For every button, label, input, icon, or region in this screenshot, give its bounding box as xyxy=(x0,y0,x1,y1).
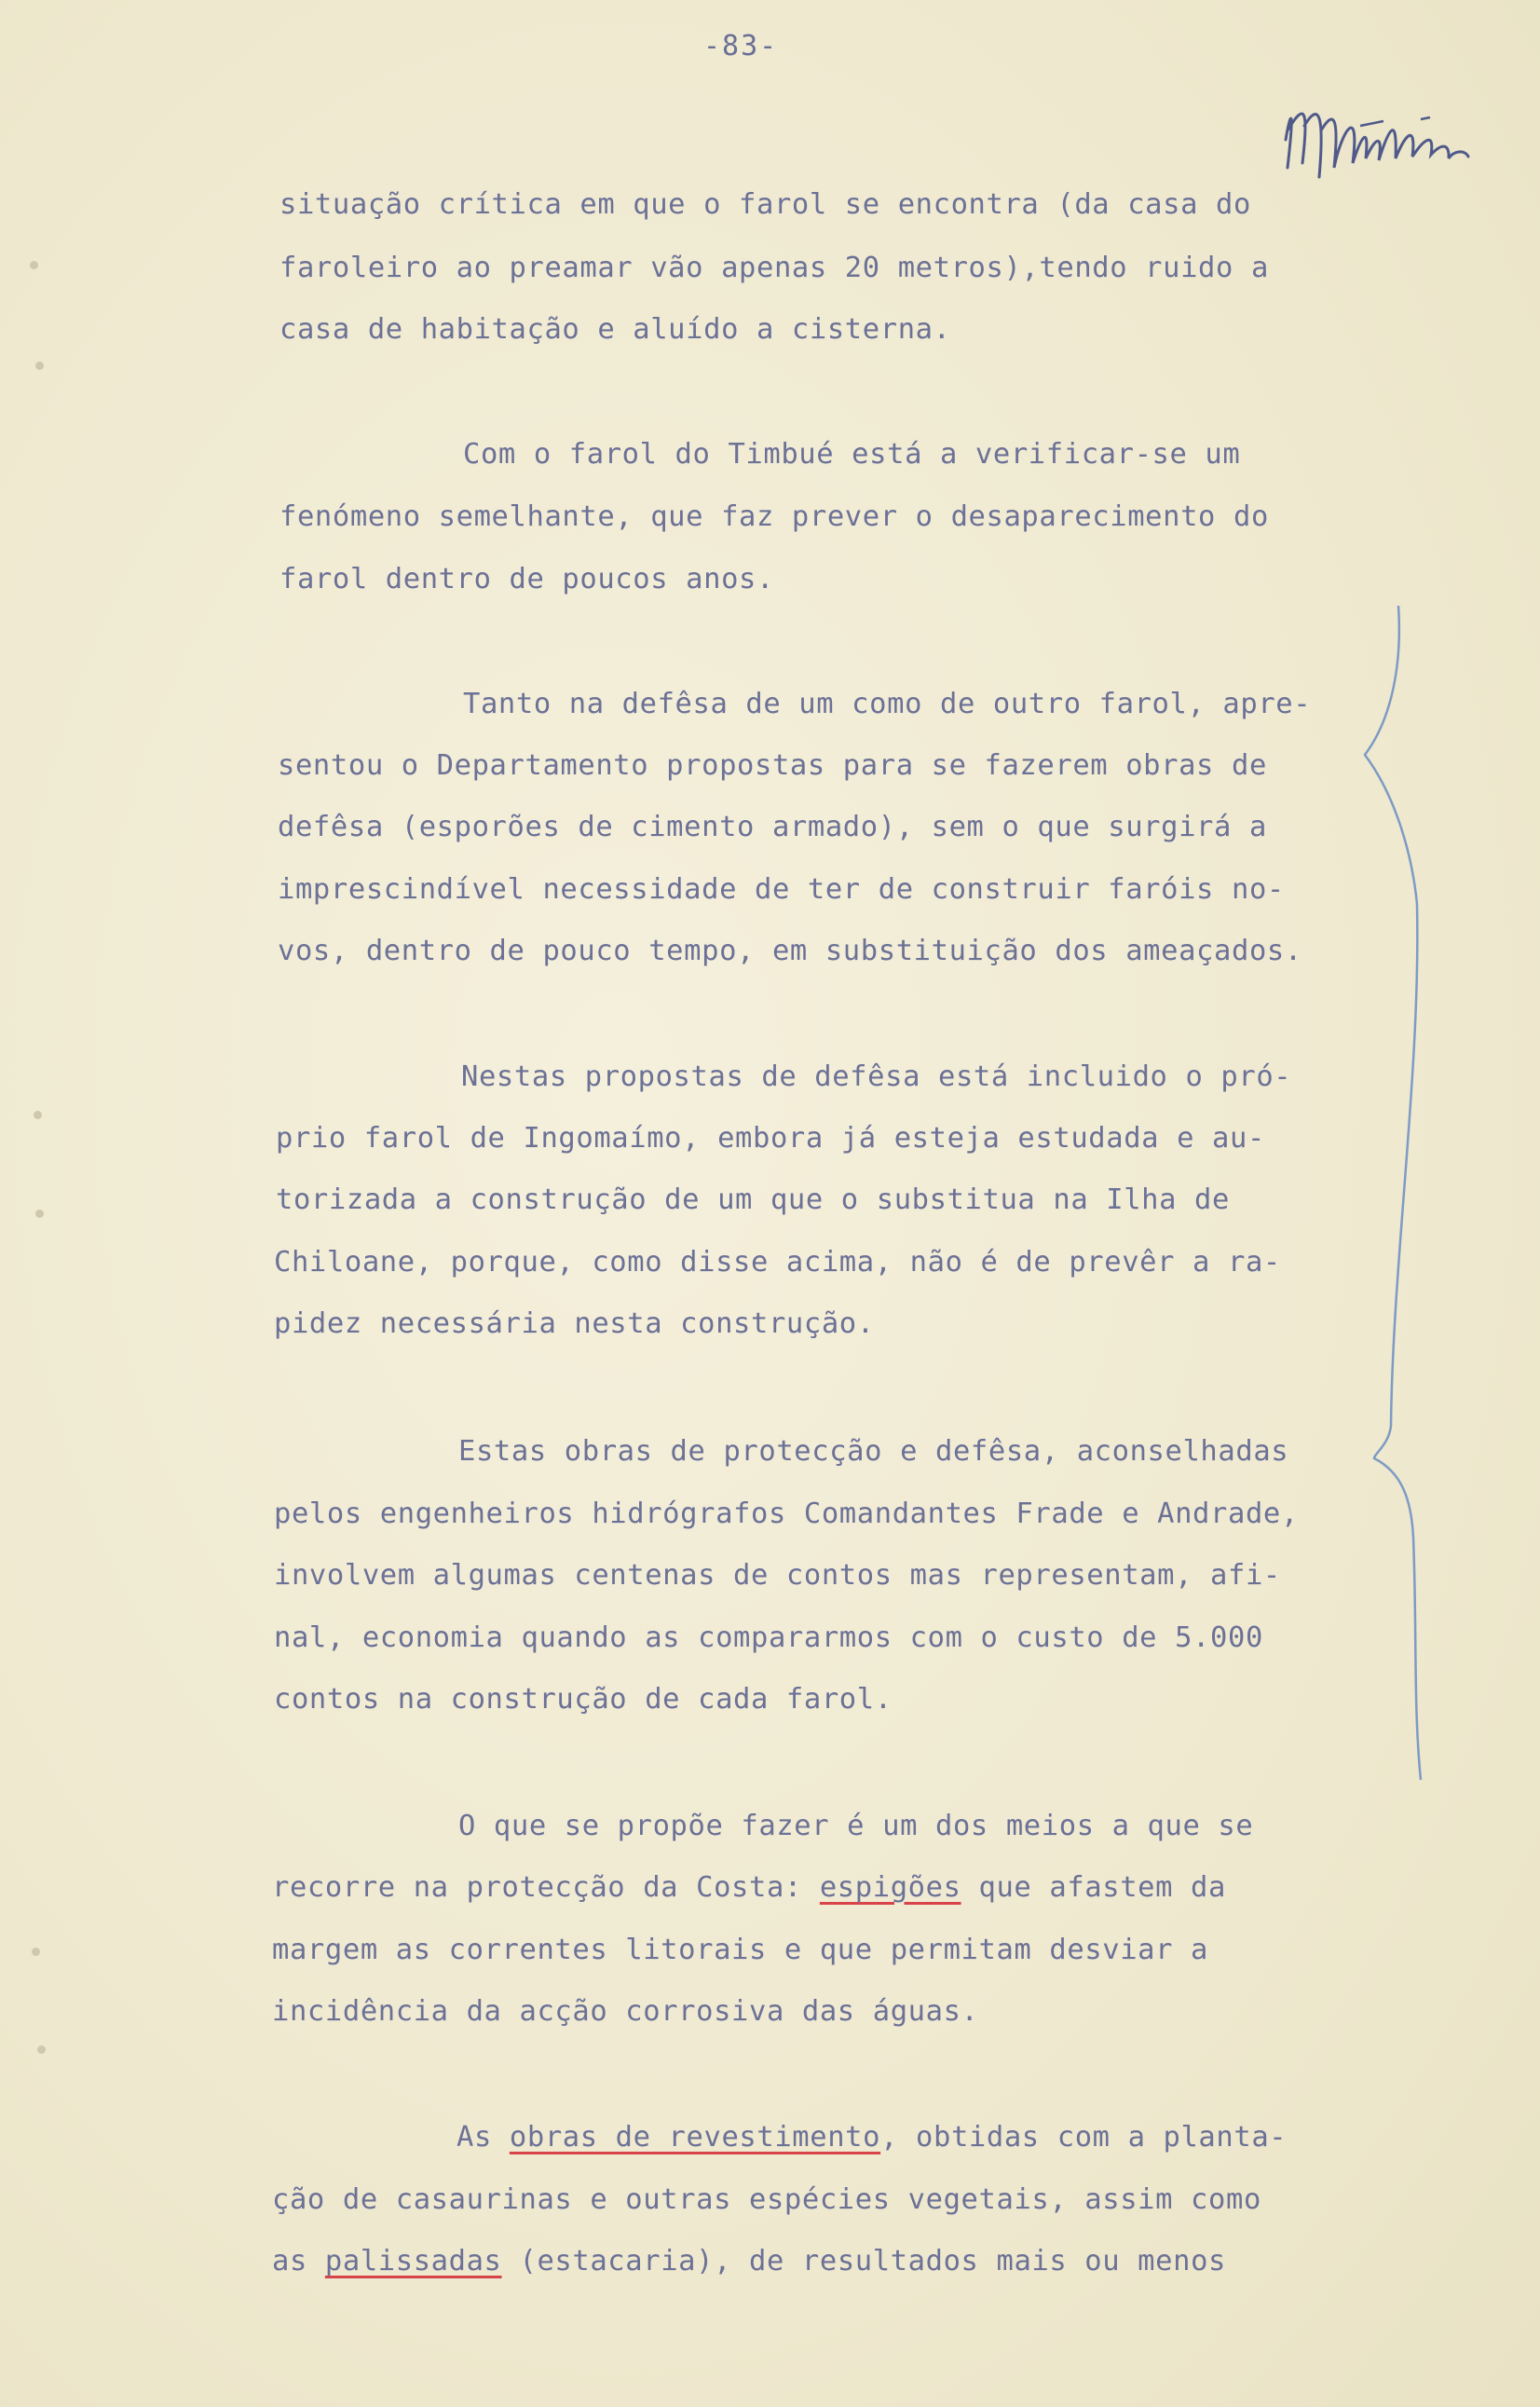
text-line: ção de casaurinas e outras espécies vegetais, assim como xyxy=(272,2183,1261,2216)
text-line: casa de habitação e aluído a cisterna. xyxy=(279,313,951,346)
text-line: defêsa (esporões de cimento armado), sem o que surgirá a xyxy=(278,811,1267,843)
punch-hole xyxy=(32,1948,40,1956)
underlined-term: obras de revestimento xyxy=(509,2121,881,2154)
text-segment: (estacaria), de resultados mais ou menos xyxy=(501,2245,1226,2277)
text-line: margem as correntes litorais e que permitam desviar a xyxy=(272,1934,1209,1966)
text-line: Com o farol do Timbué está a verificar-se um xyxy=(463,438,1241,471)
text-line: Chiloane, porque, como disse acima, não é de prevêr a ra- xyxy=(274,1246,1281,1279)
text-line: contos na construção de cada farol. xyxy=(274,1683,893,1716)
text-segment: que afastem da xyxy=(961,1871,1226,1904)
text-line: incidência da acção corrosiva das águas. xyxy=(272,1995,979,2028)
text-line: situação crítica em que o farol se encontra (da casa do xyxy=(279,188,1251,221)
text-line xyxy=(272,2245,1226,2277)
text-line: imprescindível necessidade de ter de construir faróis no- xyxy=(278,873,1285,906)
handwritten-signature xyxy=(1267,75,1491,205)
text-line: O que se propõe fazer é um dos meios a que se xyxy=(458,1810,1254,1842)
text-line: pidez necessária nesta construção. xyxy=(274,1307,875,1340)
text-line: fenómeno semelhante, que faz prever o desaparecimento do xyxy=(279,500,1269,533)
underlined-term: espigões xyxy=(819,1871,961,1904)
text-line: farol dentro de poucos anos. xyxy=(279,563,774,595)
punch-hole xyxy=(35,362,44,370)
text-segment: recorre na protecção da Costa: xyxy=(272,1871,820,1904)
punch-hole xyxy=(35,1210,44,1218)
text-line xyxy=(457,2121,1287,2154)
pencil-margin-bracket xyxy=(1356,606,1439,1780)
text-line: nal, economia quando as compararmos com o custo de 5.000 xyxy=(274,1621,1263,1654)
text-line: prio farol de Ingomaímo, embora já esteja estudada e au- xyxy=(276,1122,1265,1155)
text-line: pelos engenheiros hidrógrafos Comandantes Frade e Andrade, xyxy=(274,1498,1299,1530)
punch-hole xyxy=(30,261,38,269)
page-number: -83- xyxy=(703,30,779,62)
punch-hole xyxy=(37,2045,46,2054)
underlined-term: palissadas xyxy=(324,2245,502,2277)
text-line: involvem algumas centenas de contos mas representam, afi- xyxy=(274,1559,1281,1592)
text-line: Tanto na defêsa de um como de outro farol, apre- xyxy=(463,688,1312,720)
text-line: Nestas propostas de defêsa está incluido o pró- xyxy=(461,1060,1292,1093)
text-line: faroleiro ao preamar vão apenas 20 metros),tendo ruido a xyxy=(279,252,1269,284)
text-line: Estas obras de protecção e defêsa, aconselhadas xyxy=(458,1435,1289,1468)
text-line: torizada a construção de um que o substitua na Ilha de xyxy=(276,1183,1230,1216)
punch-hole xyxy=(34,1111,42,1119)
text-segment: As xyxy=(457,2121,510,2154)
text-line xyxy=(272,1871,1226,1904)
text-line: sentou o Departamento propostas para se fazerem obras de xyxy=(278,749,1267,782)
text-line: vos, dentro de pouco tempo, em substituição dos ameaçados. xyxy=(278,935,1302,967)
text-segment: as xyxy=(272,2245,325,2277)
text-segment: , obtidas com a planta- xyxy=(880,2121,1288,2154)
